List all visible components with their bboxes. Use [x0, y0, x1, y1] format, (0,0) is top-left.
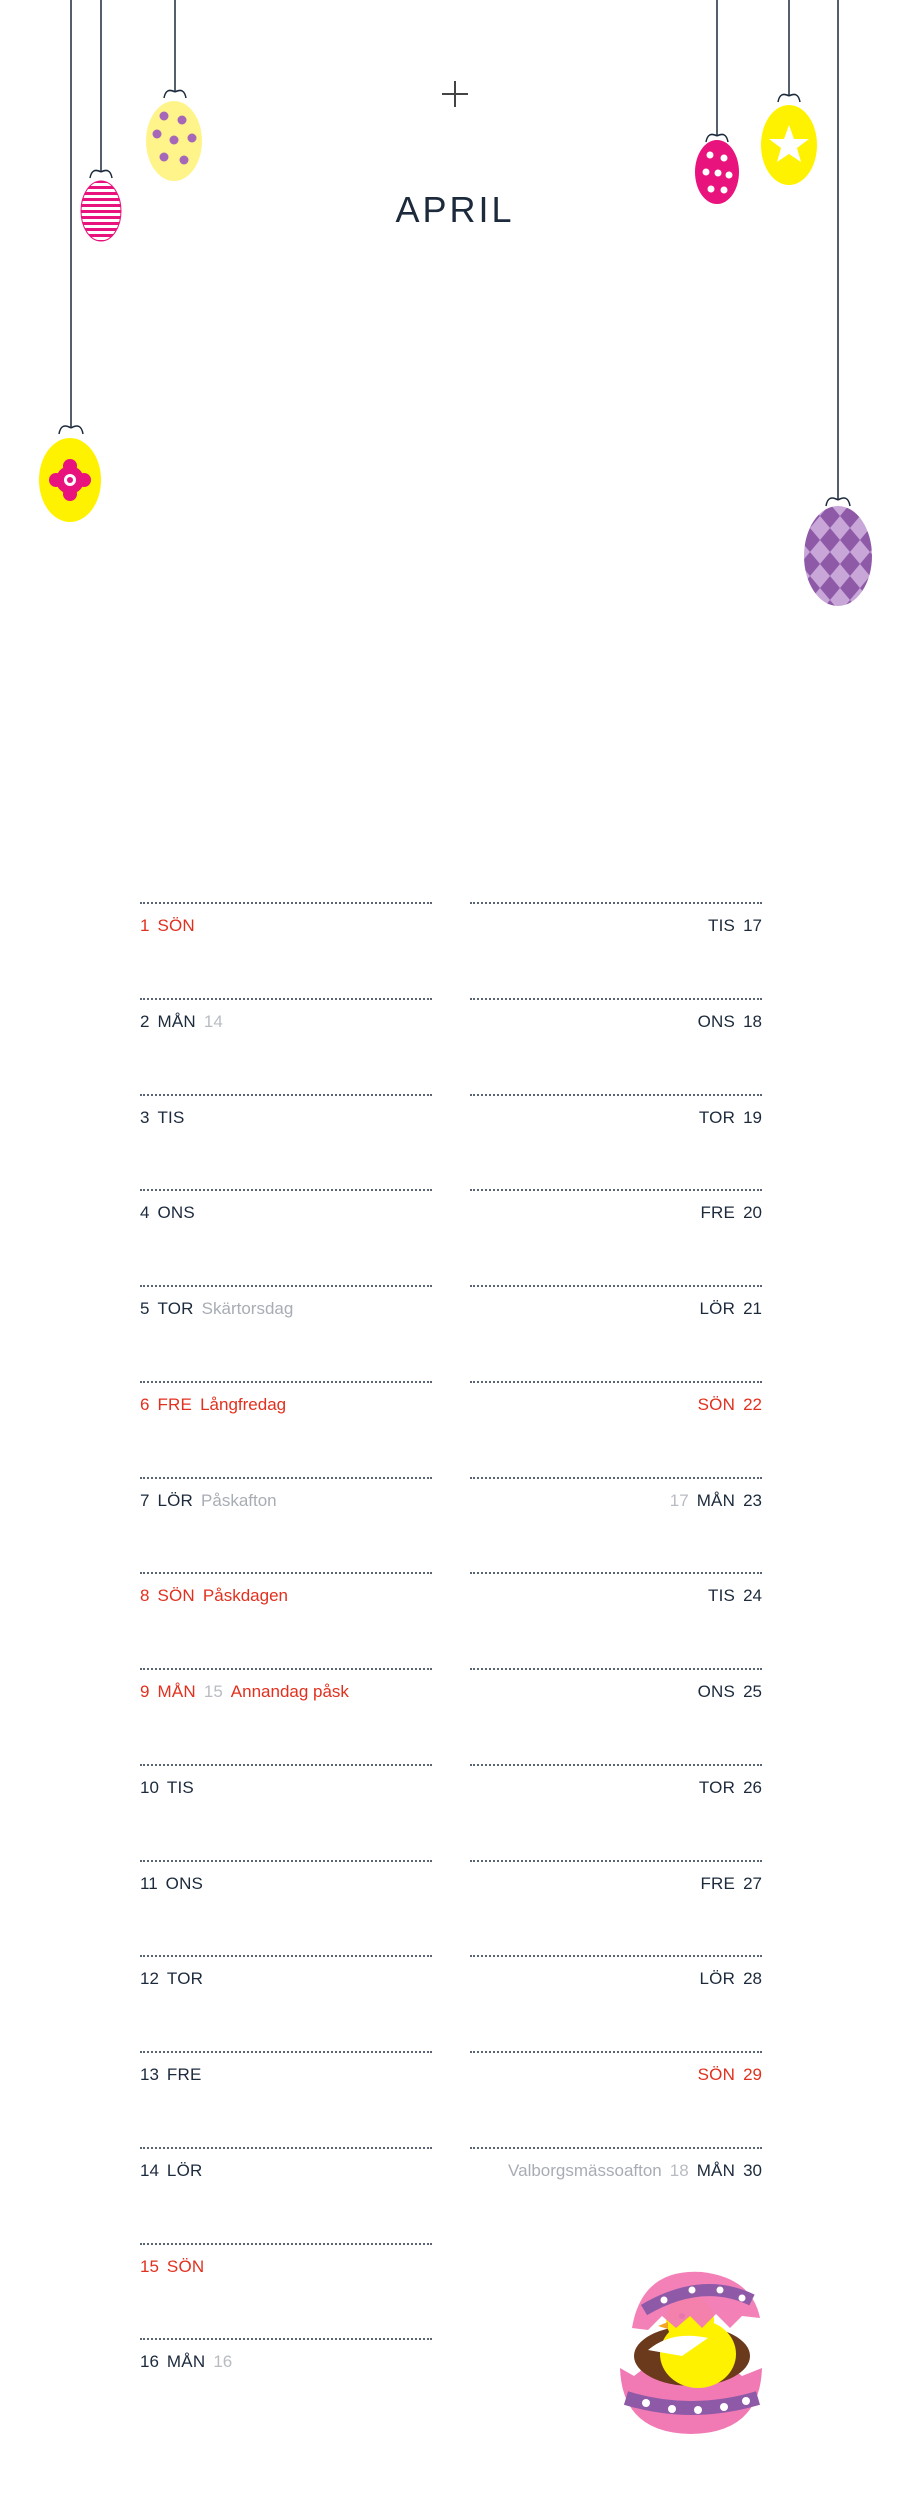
day-number: 2	[140, 1011, 150, 1031]
flower-egg-icon	[39, 438, 101, 522]
day-row	[470, 1955, 762, 2051]
holiday-label: Valborgsmässoafton	[508, 2160, 662, 2180]
weekday-label: FRE	[157, 1394, 193, 1414]
plus-mark-icon	[442, 81, 468, 107]
day-number: 16	[140, 2352, 159, 2372]
day-row	[140, 1477, 432, 1573]
holiday-label: Långfredag	[200, 1394, 287, 1414]
day-number: 21	[743, 1299, 762, 1318]
weekday-label: ONS	[697, 1682, 736, 1701]
holiday-label: Skärtorsdag	[201, 1299, 294, 1318]
day-number: 9	[140, 1682, 150, 1701]
weekday-label: SÖN	[166, 2256, 205, 2276]
weekday-label: SÖN	[697, 1394, 736, 1414]
day-number: 24	[743, 1586, 762, 1606]
day-number: 10	[140, 1777, 159, 1797]
week-number: 16	[213, 2352, 233, 2372]
star-egg-icon	[761, 105, 817, 185]
day-number: 11	[140, 1873, 158, 1893]
weekday-label: ONS	[157, 1203, 195, 1223]
day-row	[140, 1285, 432, 1381]
week-number: 15	[203, 1682, 223, 1701]
weekday-label: TOR	[698, 1777, 736, 1797]
day-number: 6	[140, 1394, 150, 1414]
weekday-label: ONS	[697, 1011, 736, 1031]
weekday-label: SÖN	[157, 1586, 195, 1606]
day-row	[140, 1572, 432, 1668]
day-row	[470, 1860, 762, 1956]
day-row	[470, 998, 762, 1094]
day-number: 25	[743, 1682, 762, 1701]
day-row	[470, 902, 762, 998]
day-number: 1	[140, 916, 150, 935]
holiday-label: Påskafton	[201, 1490, 277, 1510]
page-title: APRIL	[395, 189, 515, 231]
day-number: 20	[743, 1203, 762, 1223]
weekday-label: FRE	[700, 1873, 736, 1893]
day-row	[140, 1189, 432, 1285]
weekday-label: LÖR	[699, 1969, 736, 1989]
day-number: 13	[140, 2065, 159, 2084]
weekday-label: FRE	[700, 1203, 736, 1223]
weekday-label: TIS	[708, 916, 736, 935]
weekday-label: LÖR	[157, 1490, 194, 1510]
chick-in-egg-icon	[612, 2258, 770, 2436]
day-number: 17	[743, 916, 762, 935]
day-row	[140, 998, 432, 1094]
week-number: 17	[669, 1490, 689, 1510]
day-number: 4	[140, 1203, 150, 1223]
day-row	[140, 1094, 432, 1190]
day-number: 27	[743, 1873, 762, 1893]
day-number: 18	[743, 1011, 762, 1031]
day-number: 14	[140, 2160, 159, 2180]
day-number: 28	[743, 1969, 762, 1989]
day-number: 29	[743, 2065, 762, 2084]
day-row	[470, 1094, 762, 1190]
left-day-column	[140, 902, 432, 2434]
day-row	[140, 902, 432, 998]
day-number: 12	[140, 1969, 159, 1989]
weekday-label: LÖR	[166, 2160, 203, 2180]
day-row	[470, 1285, 762, 1381]
day-number: 26	[743, 1777, 762, 1797]
weekday-label: TOR	[166, 1969, 204, 1989]
day-row	[470, 1764, 762, 1860]
day-number: 19	[743, 1107, 762, 1127]
weekday-label: FRE	[166, 2065, 202, 2084]
day-row	[140, 2338, 432, 2434]
day-number: 7	[140, 1490, 150, 1510]
day-row	[140, 2243, 432, 2339]
day-row	[140, 1955, 432, 2051]
day-number: 8	[140, 1586, 150, 1606]
day-number: 23	[743, 1490, 762, 1510]
day-number: 15	[140, 2256, 159, 2276]
day-row	[140, 1381, 432, 1477]
day-row	[470, 2147, 762, 2243]
right-day-column	[470, 902, 762, 2243]
day-number: 30	[743, 2160, 762, 2180]
weekday-label: MÅN	[696, 1490, 736, 1510]
week-number: 18	[669, 2160, 689, 2180]
weekday-label: ONS	[165, 1873, 204, 1893]
weekday-label: TIS	[157, 1107, 185, 1127]
holiday-label: Påskdagen	[202, 1586, 288, 1606]
weekday-label: MÅN	[696, 2160, 736, 2180]
day-row	[140, 1668, 432, 1764]
weekday-label: SÖN	[157, 916, 195, 935]
weekday-label: MÅN	[157, 1682, 196, 1701]
harlequin-egg-icon	[804, 506, 872, 606]
weekday-label: LÖR	[699, 1299, 736, 1318]
day-number: 5	[140, 1299, 150, 1318]
day-row	[470, 1668, 762, 1764]
day-row	[470, 1189, 762, 1285]
day-row	[140, 1764, 432, 1860]
day-row	[140, 2051, 432, 2147]
week-number: 14	[203, 1011, 223, 1031]
weekday-label: MÅN	[157, 1011, 196, 1031]
day-row	[470, 2051, 762, 2147]
weekday-label: TIS	[708, 1586, 736, 1606]
weekday-label: TOR	[698, 1107, 736, 1127]
weekday-label: MÅN	[166, 2352, 206, 2372]
weekday-label: SÖN	[697, 2065, 736, 2084]
weekday-label: TIS	[166, 1777, 194, 1797]
holiday-label: Annandag påsk	[230, 1682, 349, 1701]
dotted-egg-icon	[146, 101, 202, 181]
day-row	[470, 1572, 762, 1668]
day-number: 22	[743, 1394, 762, 1414]
day-row	[140, 1860, 432, 1956]
day-row	[140, 2147, 432, 2243]
day-number: 3	[140, 1107, 150, 1127]
day-row	[470, 1477, 762, 1573]
day-row	[470, 1381, 762, 1477]
weekday-label: TOR	[157, 1299, 194, 1318]
